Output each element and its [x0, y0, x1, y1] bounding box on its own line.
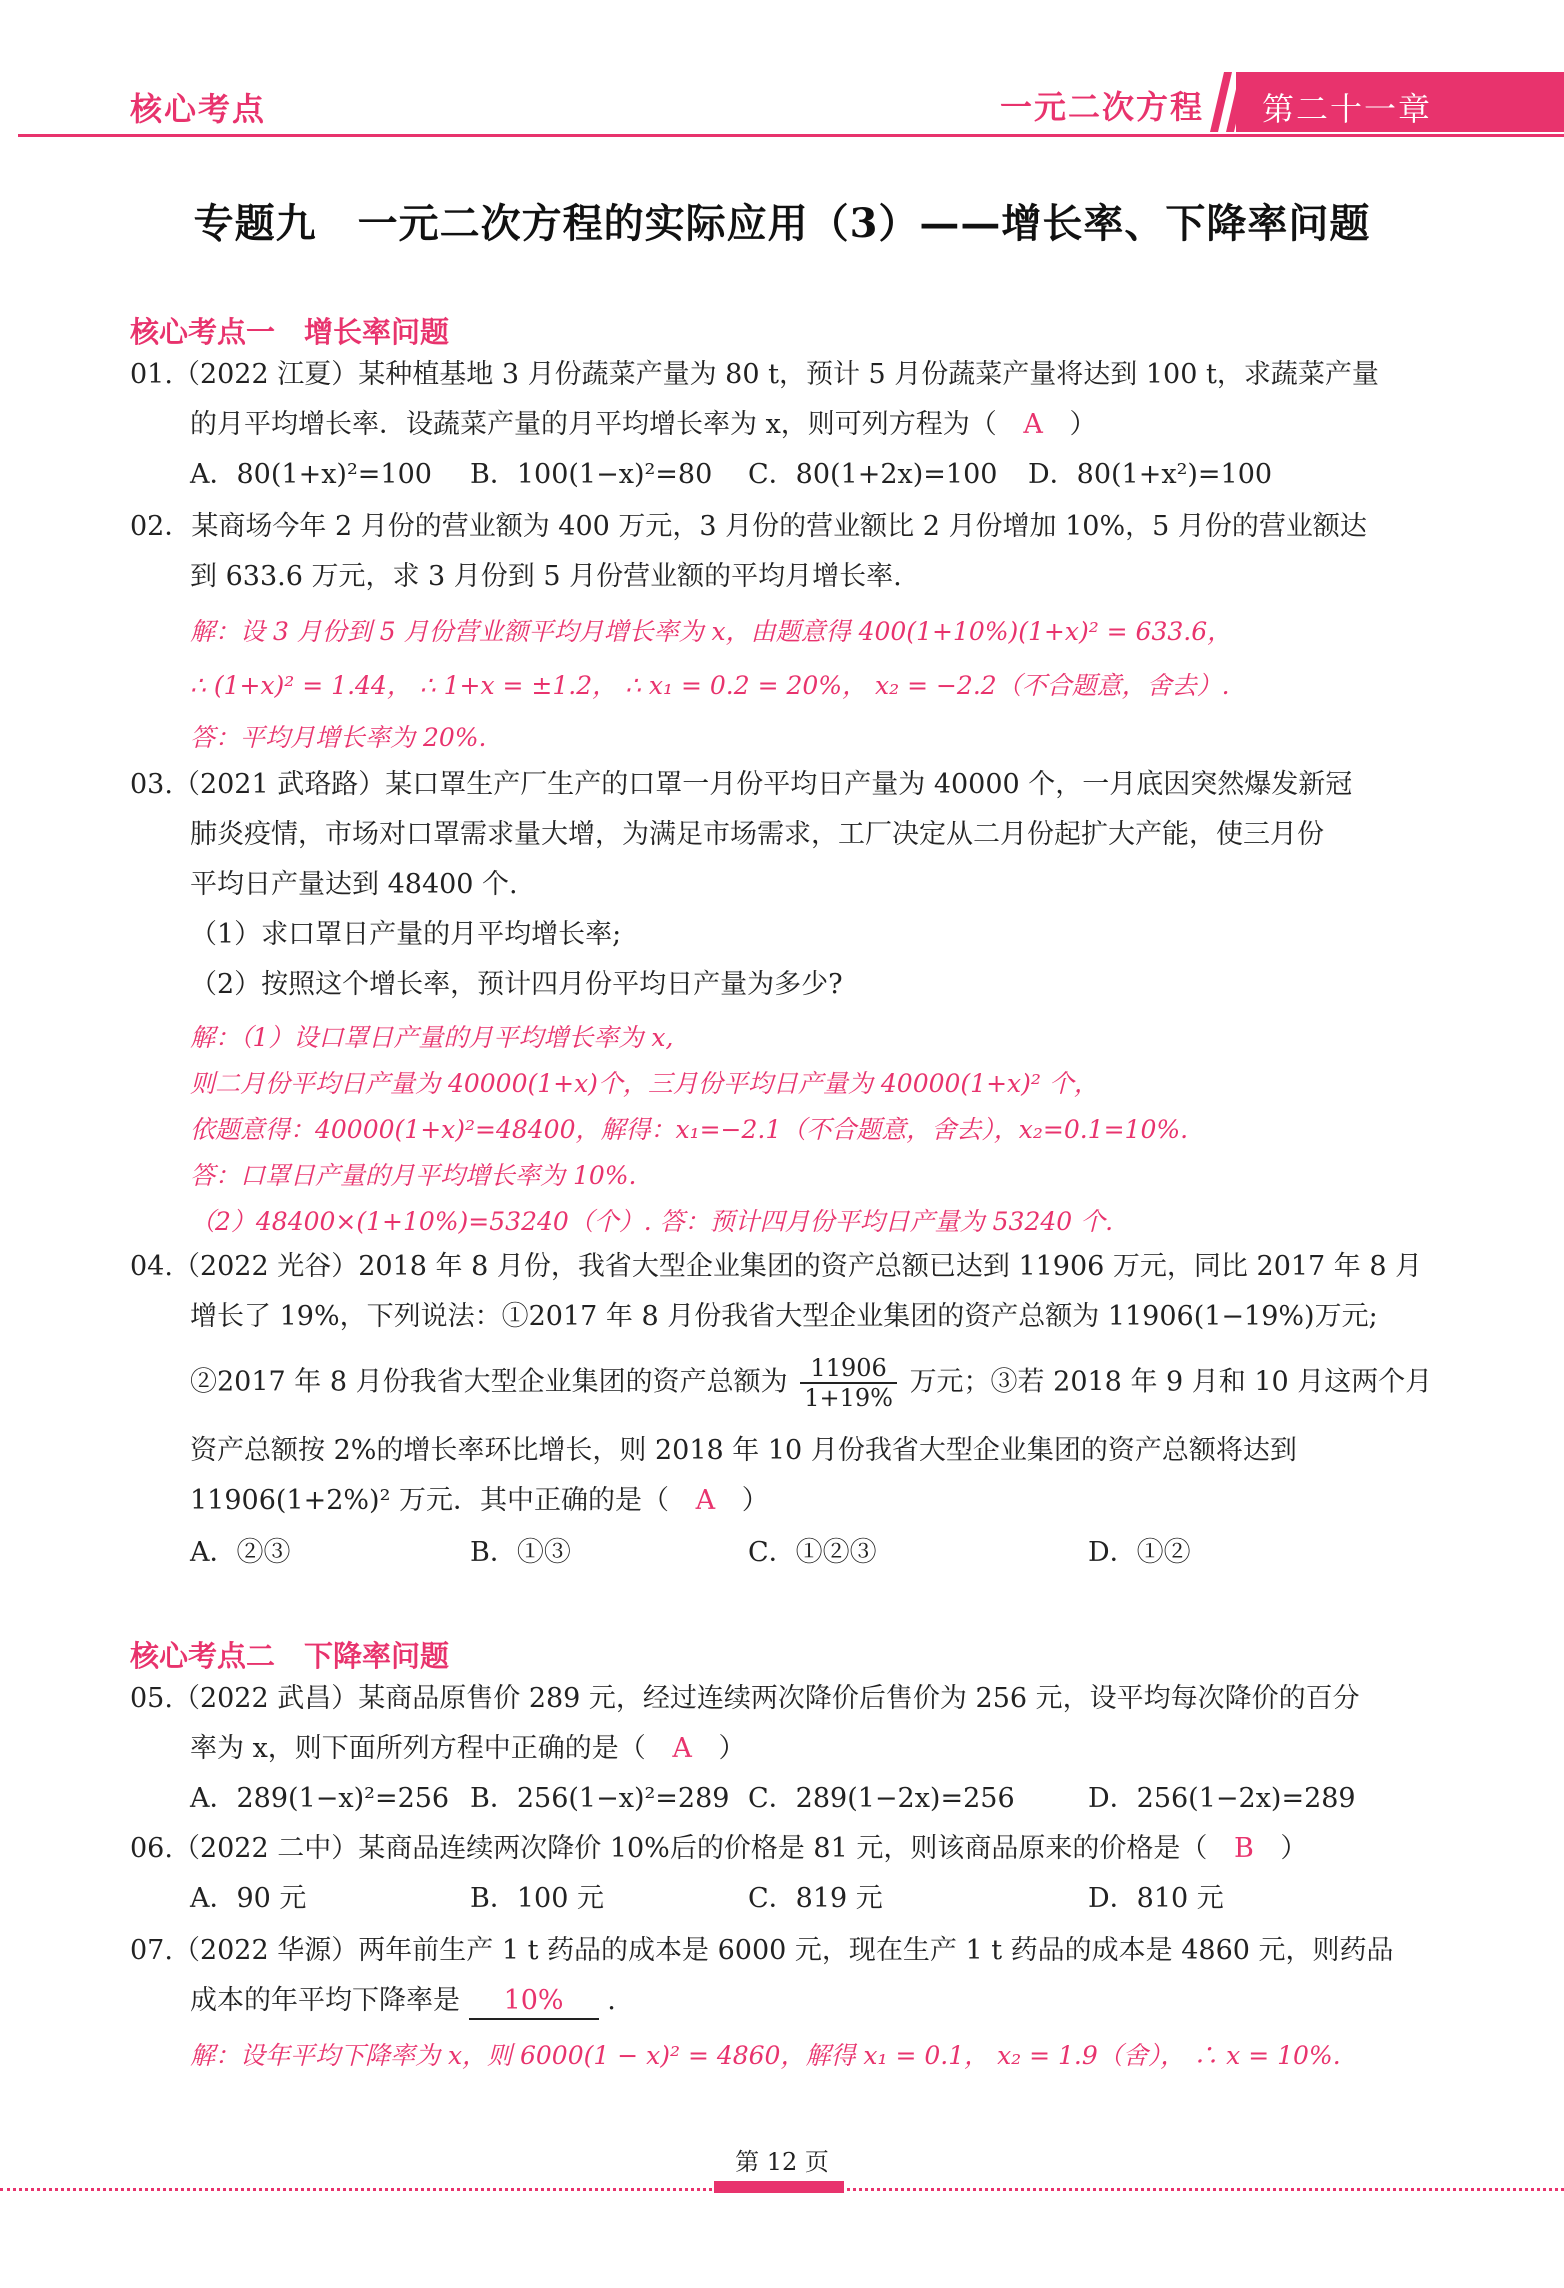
q1-option-d: D．80(1+x²)=100 [1028, 459, 1273, 490]
page-title: 专题九 一元二次方程的实际应用（3）——增长率、下降率问题 [193, 200, 1371, 247]
q7-period: . [607, 1985, 616, 2016]
q1-option-a: A．80(1+x)²=100 [190, 459, 432, 490]
q3-solution-4: 答：口罩日产量的月平均增长率为 10%. [190, 1161, 637, 1190]
q4-line3 [190, 1354, 1432, 1412]
q3-line2: 肺炎疫情，市场对口罩需求量大增，为满足市场需求，工厂决定从二月份起扩大产能，使三月份 [190, 819, 1324, 850]
q2-solution-2: ∴ (1+x)² = 1.44， ∴ 1+x = ±1.2， ∴ x₁ = 0.2 = 20%， x₂ = −2.2（不合题意，舍去）. [190, 671, 1230, 700]
q3-solution-1: 解：（1）设口罩日产量的月平均增长率为 x, [190, 1023, 674, 1052]
q7-answer-blank: 10% [469, 1984, 599, 2020]
q1-line2 [190, 408, 1097, 442]
q4-fraction-numerator: 11906 [800, 1354, 897, 1384]
q6-option-c: C．819 元 [748, 1883, 883, 1914]
footer-accent-bar [714, 2181, 844, 2193]
q4-line2: 增长了 19%，下列说法：①2017 年 8 月份我省大型企业集团的资产总额为 11906(1−19%)万元; [190, 1301, 1378, 1332]
q2-solution-1: 解：设 3 月份到 5 月份营业额平均月增长率为 x，由题意得 400(1+10%)(1+x)² = 633.6， [190, 617, 1233, 646]
q2-line2: 到 633.6 万元，求 3 月份到 5 月份营业额的平均月增长率. [190, 561, 902, 592]
q4-line3-start: ②2017 年 8 月份我省大型企业集团的资产总额为 [190, 1366, 788, 1398]
q5-option-a: A．289(1−x)²=256 [190, 1783, 450, 1814]
q5-line1: 05.（2022 武昌）某商品原售价 289 元，经过连续两次降价后售价为 256 元，设平均每次降价的百分 [130, 1683, 1360, 1714]
q5-line2 [190, 1732, 746, 1766]
q3-part2: （2）按照这个增长率，预计四月份平均日产量为多少? [190, 969, 843, 1000]
q4-option-c: C．①②③ [748, 1537, 877, 1568]
q3-solution-5: （2）48400×(1+10%)=53240（个）. 答：预计四月份平均日产量为 53240 个. [190, 1207, 1114, 1236]
q7-line2 [190, 1984, 616, 2020]
q1-option-c: C．80(1+2x)=100 [748, 459, 998, 490]
q5-stem: 率为 x，则下面所列方程中正确的是（ [190, 1733, 646, 1764]
q7-solution: 解：设年平均下降率为 x，则 6000(1 − x)² = 4860，解得 x₁ = 0.1， x₂ = 1.9（舍）， ∴ x = 10%. [190, 2041, 1341, 2070]
q3-solution-2: 则二月份平均日产量为 40000(1+x)个，三月份平均日产量为 40000(1+x)² 个， [190, 1069, 1099, 1098]
q4-line5 [190, 1484, 769, 1518]
q4-line4: 资产总额按 2%的增长率环比增长，则 2018 年 10 月份我省大型企业集团的资产总额将达到 [190, 1435, 1297, 1466]
q6-bracket: ） [1280, 1833, 1308, 1864]
q5-bracket: ） [718, 1733, 746, 1764]
q7-line1: 07.（2022 华源）两年前生产 1 t 药品的成本是 6000 元，现在生产 1 t 药品的成本是 4860 元，则药品 [130, 1935, 1394, 1966]
q2-line1: 02．某商场今年 2 月份的营业额为 400 万元，3 月份的营业额比 2 月份增加 10%，5 月份的营业额达 [130, 511, 1367, 542]
q1-answer: A [1023, 409, 1043, 440]
q4-line3-end: 万元；③若 2018 年 9 月和 10 月这两个月 [909, 1366, 1433, 1398]
header-left: 核心考点 [130, 90, 267, 128]
q4-fraction-denominator: 1+19% [804, 1384, 893, 1412]
header-chapter: 第二十一章 [1262, 90, 1433, 128]
q3-part1: （1）求口罩日产量的月平均增长率; [190, 919, 622, 950]
q5-option-b: B．256(1−x)²=289 [470, 1783, 730, 1814]
q4-bracket: ） [741, 1485, 769, 1516]
q4-option-d: D．①② [1088, 1537, 1191, 1568]
q6-stem: 06.（2022 二中）某商品连续两次降价 10%后的价格是 81 元，则该商品原来的价格是（ [130, 1833, 1208, 1864]
q4-option-b: B．①③ [470, 1537, 571, 1568]
q6-option-a: A．90 元 [190, 1883, 307, 1914]
q3-line1: 03.（2021 武珞路）某口罩生产厂生产的口罩一月份平均日产量为 40000 个，一月底因突然爆发新冠 [130, 769, 1353, 800]
q1-option-b: B．100(1−x)²=80 [470, 459, 713, 490]
q3-solution-3: 依题意得：40000(1+x)²=48400，解得：x₁=−2.1（不合题意，舍去），x₂=0.1=10%. [190, 1115, 1189, 1144]
q1-bracket: ） [1069, 409, 1097, 440]
q6-option-b: B．100 元 [470, 1883, 604, 1914]
header-chapter-topic: 一元二次方程 [1000, 88, 1205, 126]
q4-option-a: A．②③ [190, 1537, 291, 1568]
q1-stem: 的月平均增长率．设蔬菜产量的月平均增长率为 x，则可列方程为（ [190, 409, 997, 440]
q5-option-c: C．289(1−2x)=256 [748, 1783, 1015, 1814]
section-heading-1: 核心考点一 增长率问题 [130, 315, 450, 349]
q4-stem: 11906(1+2%)² 万元．其中正确的是（ [190, 1485, 669, 1516]
q5-answer: A [672, 1733, 692, 1764]
q3-line3: 平均日产量达到 48400 个. [190, 869, 518, 900]
page-number: 第 12 页 [735, 2148, 829, 2176]
header-divider [18, 134, 1564, 137]
q7-stem: 成本的年平均下降率是 [190, 1985, 460, 2016]
q5-option-d: D．256(1−2x)=289 [1088, 1783, 1356, 1814]
q4-fraction [800, 1354, 897, 1412]
q6-answer: B [1233, 1833, 1254, 1864]
q4-line1: 04.（2022 光谷）2018 年 8 月份，我省大型企业集团的资产总额已达到 11906 万元，同比 2017 年 8 月 [130, 1251, 1423, 1282]
q4-answer: A [695, 1485, 716, 1516]
q6-line1 [130, 1832, 1307, 1866]
q1-line1: 01.（2022 江夏）某种植基地 3 月份蔬菜产量为 80 t，预计 5 月份蔬菜产量将达到 100 t，求蔬菜产量 [130, 359, 1379, 390]
q6-option-d: D．810 元 [1088, 1883, 1224, 1914]
section-heading-2: 核心考点二 下降率问题 [130, 1639, 450, 1673]
q2-solution-3: 答：平均月增长率为 20%. [190, 723, 487, 752]
